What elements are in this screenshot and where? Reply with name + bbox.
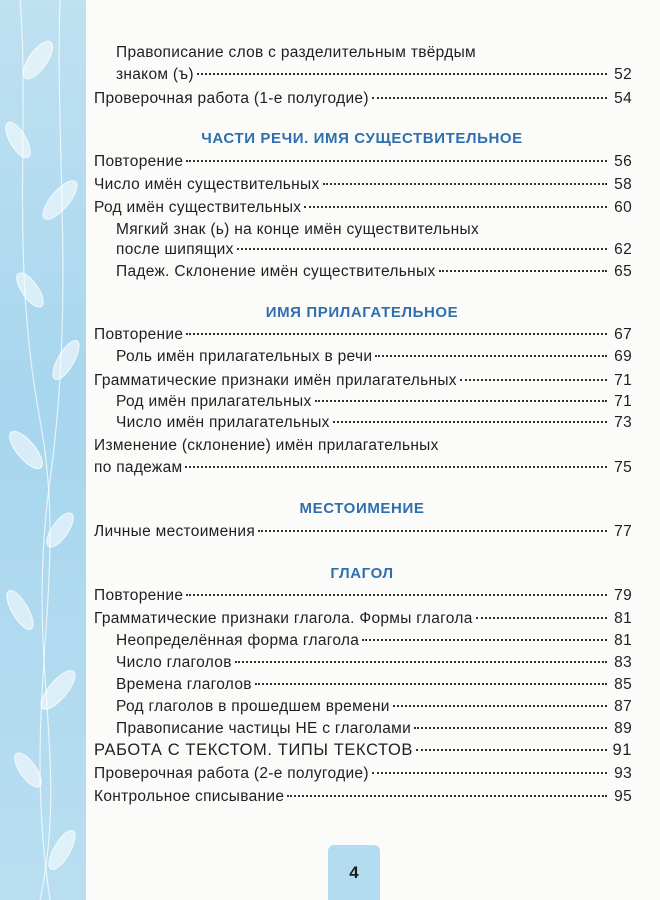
toc-entry[interactable] — [94, 176, 632, 194]
dot-leader — [375, 354, 607, 357]
dot-leader — [237, 247, 607, 250]
toc-page-number: 85 — [614, 676, 632, 693]
dot-leader — [439, 269, 608, 272]
toc-page-number: 81 — [614, 610, 632, 627]
toc-page-number: 87 — [614, 698, 632, 715]
toc-page-number: 71 — [614, 393, 632, 410]
dot-leader — [186, 593, 607, 596]
dot-leader — [185, 465, 607, 468]
toc-entry-title: Род имён прилагательных — [116, 393, 312, 410]
toc-entry[interactable] — [116, 263, 632, 281]
toc-entry-title: Грамматические признаки глагола. Формы глагола — [94, 610, 473, 627]
toc-entry-title: Род имён существительных — [94, 199, 302, 216]
toc-entry-title: Повторение — [94, 326, 184, 343]
toc-entry-title: Падеж. Склонение имён существительных — [116, 263, 436, 280]
toc-entry-title: Грамматические признаки имён прилагательных — [94, 372, 457, 389]
toc-entry[interactable] — [116, 348, 632, 366]
toc-page-number: 73 — [614, 414, 632, 431]
toc-entry-title: Повторение — [94, 587, 184, 604]
toc-entry[interactable] — [94, 459, 632, 477]
dot-leader — [186, 332, 607, 335]
toc-page-number: 62 — [614, 241, 632, 258]
toc-entry[interactable] — [116, 414, 632, 432]
dot-leader — [258, 529, 607, 532]
toc-entry[interactable] — [94, 741, 632, 760]
toc-entry-title: Личные местоимения — [94, 523, 256, 540]
section-heading: ЧАСТИ РЕЧИ. ИМЯ СУЩЕСТВИТЕЛЬНОЕ — [201, 130, 523, 147]
toc-page-number: 81 — [614, 632, 632, 649]
dot-leader — [333, 420, 607, 423]
toc-page-number: 89 — [614, 720, 632, 737]
dot-leader — [197, 72, 607, 75]
toc-page-number: 67 — [614, 326, 632, 343]
toc-entry-title: Проверочная работа (1-е полугодие) — [94, 90, 369, 107]
toc-page-number: 79 — [614, 587, 632, 604]
toc-entry-title: Проверочная работа (2-е полугодие) — [94, 765, 369, 782]
dot-leader — [287, 794, 607, 797]
dot-leader — [235, 660, 607, 663]
dot-leader — [323, 182, 607, 185]
toc-page-number: 75 — [614, 459, 632, 476]
toc-page-number: 71 — [614, 372, 632, 389]
toc-entry-title: после шипящих — [116, 241, 234, 258]
toc-entry[interactable] — [94, 610, 632, 628]
toc-entry-title: Правописание частицы НЕ с глаголами — [116, 720, 412, 737]
toc-entry[interactable] — [116, 698, 632, 716]
toc-entry-title: Число имён прилагательных — [116, 414, 330, 431]
dot-leader — [372, 96, 607, 99]
toc-entry[interactable] — [94, 199, 632, 217]
dot-leader — [414, 726, 607, 729]
page-number: 4 — [349, 862, 359, 882]
toc-entry[interactable] — [94, 765, 632, 783]
toc-entry[interactable] — [116, 66, 632, 84]
toc-page-number: 77 — [614, 523, 632, 540]
toc-page-number: 91 — [612, 741, 632, 759]
dot-leader — [372, 771, 607, 774]
dot-leader — [304, 205, 607, 208]
toc-page-number: 93 — [614, 765, 632, 782]
toc-entry-title: Неопределённая форма глагола — [116, 632, 360, 649]
toc-entry-title: Повторение — [94, 153, 184, 170]
dot-leader — [362, 638, 607, 641]
toc-entry[interactable] — [94, 326, 632, 344]
toc-page-number: 52 — [614, 66, 632, 83]
toc-page-number: 65 — [614, 263, 632, 280]
page-number-tab — [328, 845, 380, 900]
toc-entry[interactable] — [116, 241, 632, 259]
section-heading: МЕСТОИМЕНИЕ — [299, 500, 425, 517]
toc-page-number: 95 — [614, 788, 632, 805]
toc-entry[interactable] — [116, 632, 632, 650]
toc-page-number: 58 — [614, 176, 632, 193]
toc-entry[interactable] — [94, 372, 632, 390]
toc-entry-line1: Правописание слов с разделительным твёрдым — [116, 44, 476, 61]
dot-leader — [255, 682, 607, 685]
dot-leader — [393, 704, 607, 707]
toc-entry[interactable] — [116, 393, 632, 411]
toc-entry[interactable] — [116, 654, 632, 672]
dot-leader — [460, 378, 607, 381]
toc-entry[interactable] — [94, 587, 632, 605]
toc-entry[interactable] — [94, 90, 632, 108]
toc-entry[interactable] — [116, 676, 632, 694]
dot-leader — [186, 159, 607, 162]
toc-entry-title: РАБОТА С ТЕКСТОМ. ТИПЫ ТЕКСТОВ — [94, 741, 414, 759]
toc-page-number: 60 — [614, 199, 632, 216]
toc-entry[interactable] — [116, 720, 632, 738]
toc-page-number: 56 — [614, 153, 632, 170]
toc-entry-title: Число глаголов — [116, 654, 232, 671]
toc-page-number: 54 — [614, 90, 632, 107]
toc-entry-title: Число имён существительных — [94, 176, 320, 193]
section-heading: ИМЯ ПРИЛАГАТЕЛЬНОЕ — [265, 304, 459, 321]
toc-entry[interactable] — [94, 788, 632, 806]
toc-entry-title: Роль имён прилагательных в речи — [116, 348, 373, 365]
toc-entry-title: знаком (ъ) — [116, 66, 194, 83]
toc-entry-line1: Изменение (склонение) имён прилагательных — [94, 437, 439, 454]
dot-leader — [476, 616, 607, 619]
toc-entry-title: Времена глаголов — [116, 676, 252, 693]
toc-entry-title: Род глаголов в прошедшем времени — [116, 698, 390, 715]
dot-leader — [315, 399, 607, 402]
section-heading: ГЛАГОЛ — [330, 565, 394, 582]
toc-page-number: 69 — [614, 348, 632, 365]
dot-leader — [416, 748, 607, 751]
toc-entry[interactable] — [94, 523, 632, 541]
toc-page-number: 83 — [614, 654, 632, 671]
toc-entry-title: по падежам — [94, 459, 183, 476]
toc-entry[interactable] — [94, 153, 632, 171]
toc-entry-line1: Мягкий знак (ь) на конце имён существительных — [116, 221, 480, 238]
toc-entry-title: Контрольное списывание — [94, 788, 285, 805]
